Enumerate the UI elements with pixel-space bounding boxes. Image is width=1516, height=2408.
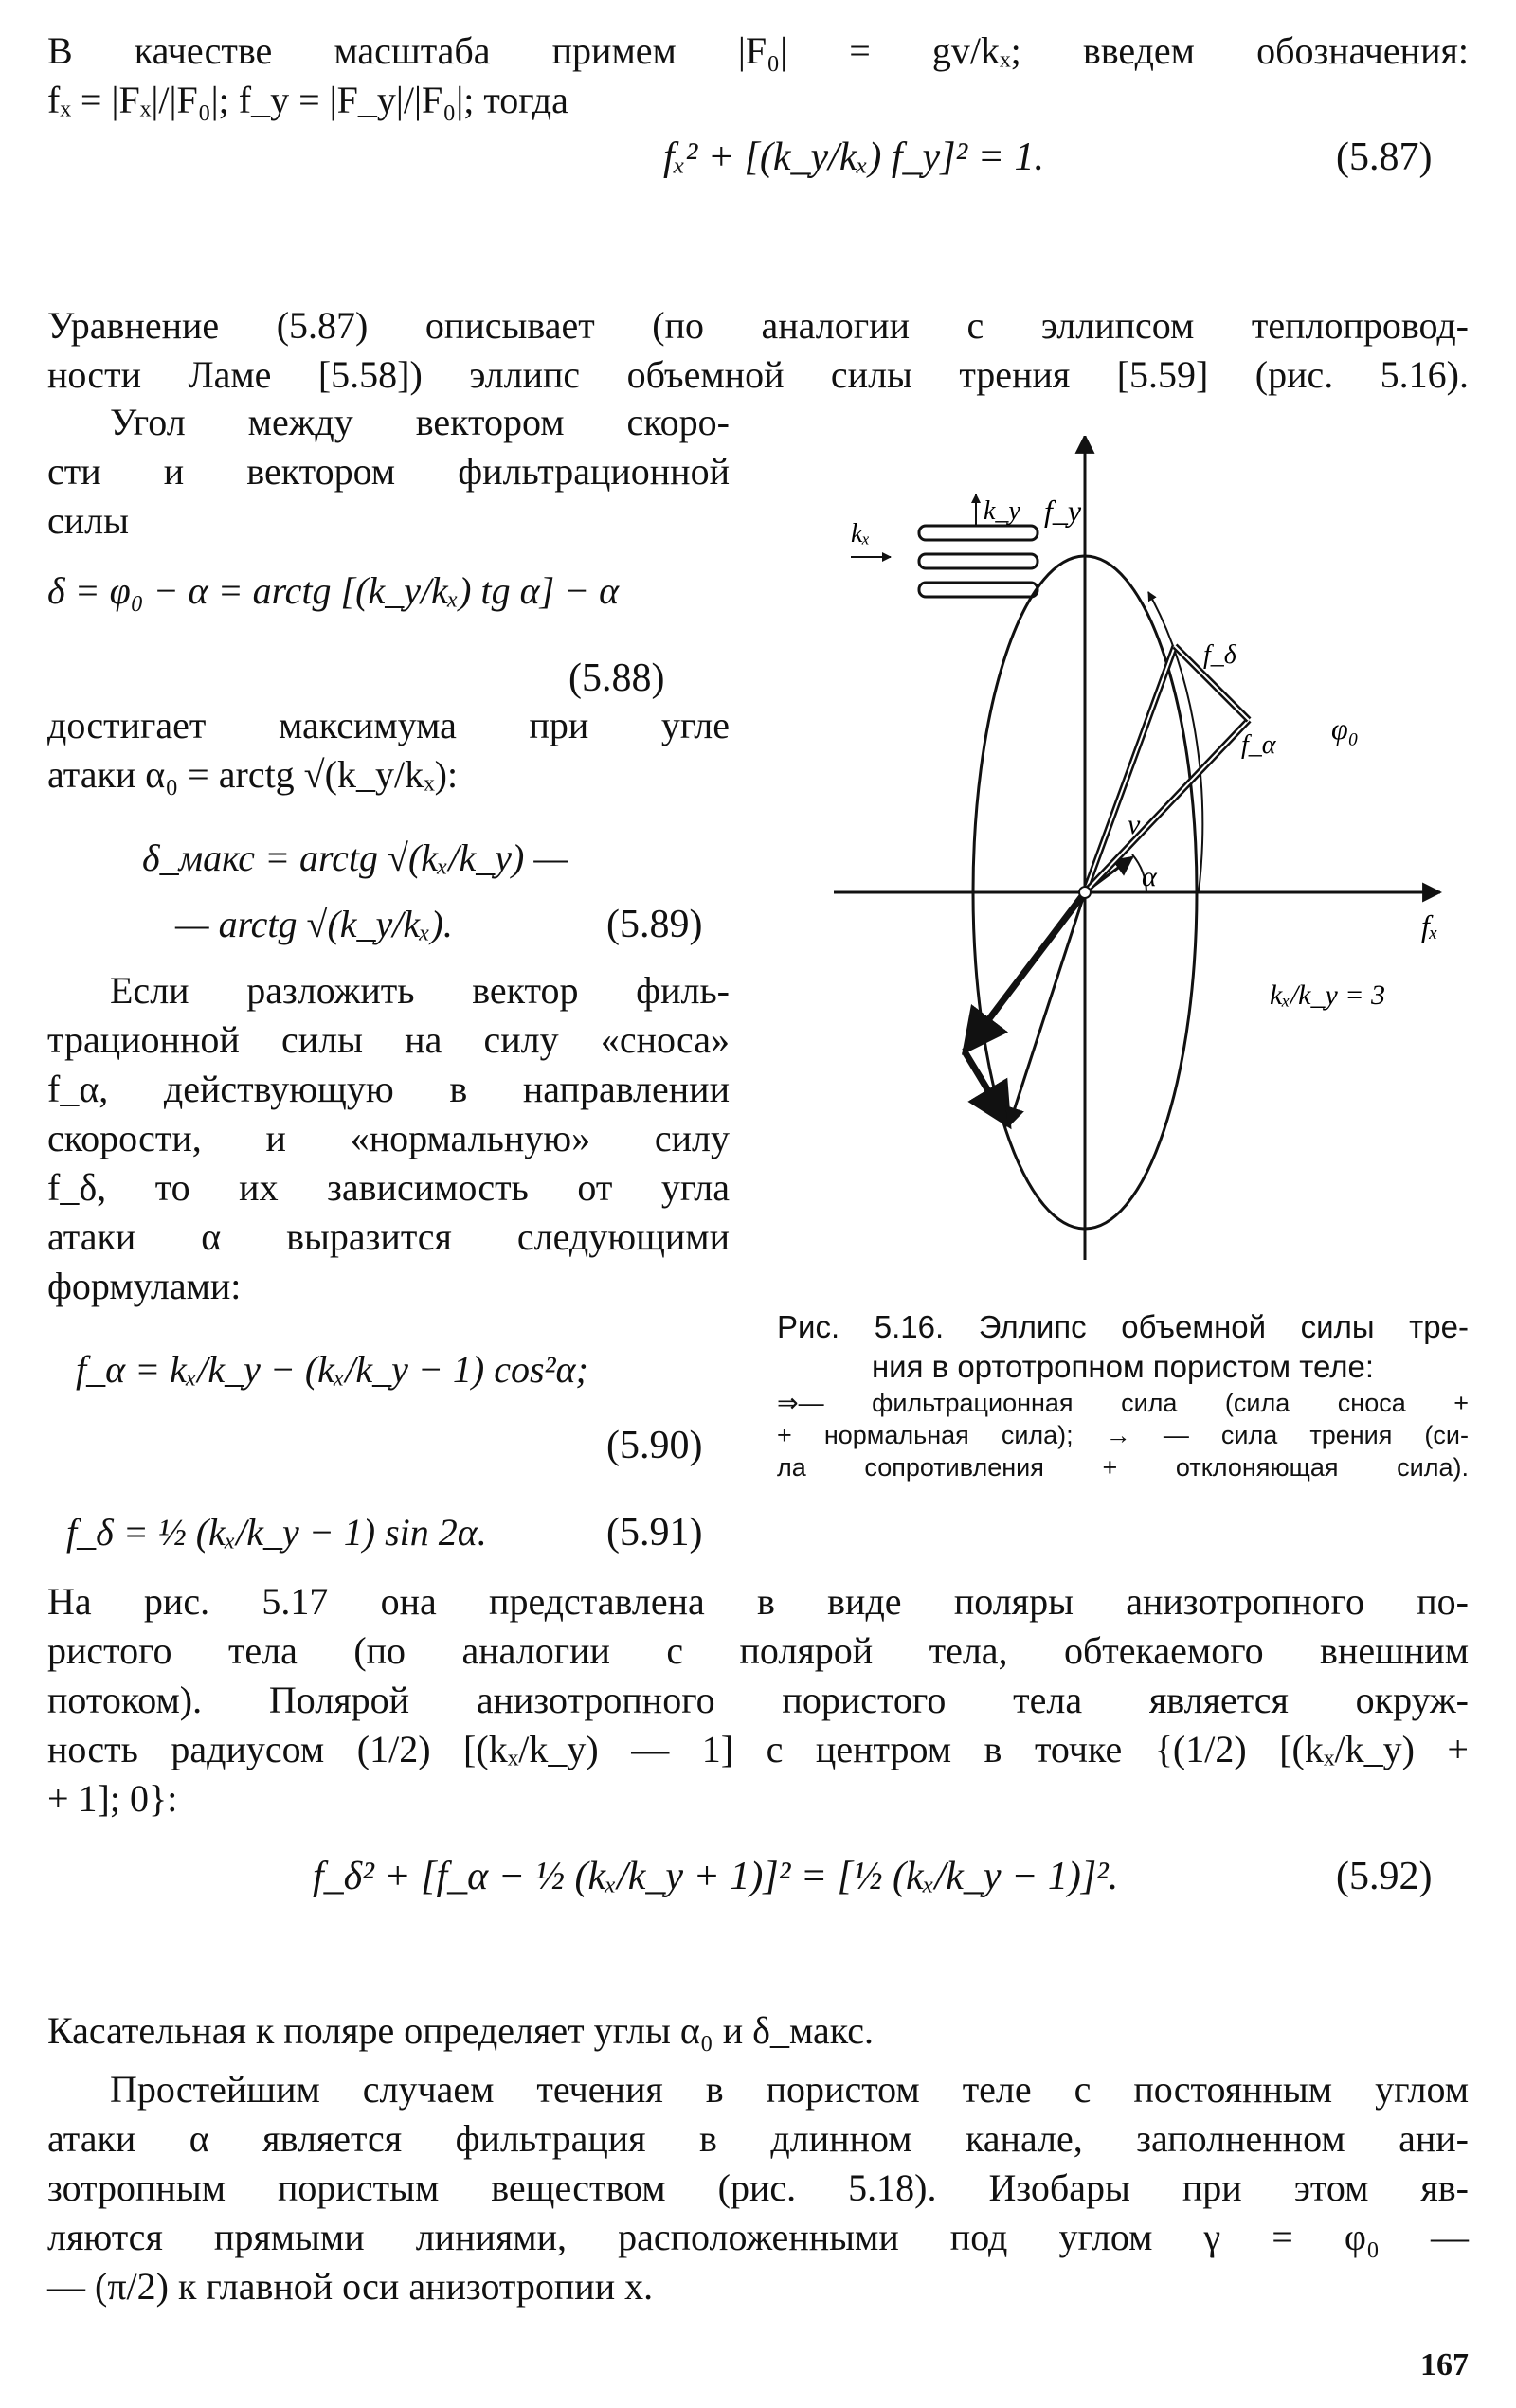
text-line: потоком). Полярой анизотропного пористого тела является окруж- [47, 1679, 1469, 1721]
friction-force-normal [965, 1051, 1009, 1125]
equation-5-92: f_δ² + [f_α − ½ (kₓ/k_y + 1)]² = [½ (kₓ/k_y − 1)]². [313, 1855, 1119, 1898]
label-alpha: α [1142, 861, 1157, 892]
figure-caption [777, 1307, 1469, 1483]
layered-medium-icon [919, 526, 1038, 597]
text-line: формулами: [47, 1265, 242, 1307]
equation-5-88: δ = φ₀ − α = arctg [(k_y/kₓ) tg α] − α [47, 569, 620, 612]
page-number: 167 [1420, 2347, 1469, 2382]
equation-number: (5.88) [568, 656, 665, 700]
text-line: Простейшим случаем течения в пористом теле с постоянным углом [110, 2068, 1469, 2111]
paragraph-5 [47, 2065, 1469, 2311]
text-line: f_δ, то их зависимость от угла [47, 1166, 730, 1209]
caption-line: ла сопротивления + отклоняющая сила). [777, 1453, 1469, 1482]
text-line: ность радиусом (1/2) [(kₓ/k_y) — 1] с центром в точке {(1/2) [(kₓ/k_y) + [47, 1728, 1469, 1770]
equation-5-89-line2: — arctg √(k_y/kₓ). [175, 903, 453, 945]
text-line: + 1]; 0}: [47, 1777, 178, 1820]
equation-5-87: fₓ² + [(k_y/kₓ) f_y]² = 1. [663, 135, 1044, 179]
label-kx: kₓ [851, 519, 871, 548]
text-line: достигает максимума при угле [47, 704, 730, 746]
text-line: Если разложить вектор филь- [110, 969, 730, 1012]
label-v: v [1128, 809, 1141, 840]
label-phi0: φ₀ [1331, 711, 1359, 746]
friction-force [965, 892, 1085, 1051]
text-line: сти и вектором фильтрационной [47, 450, 730, 493]
equation-number: (5.90) [606, 1424, 703, 1467]
label-falpha: f_α [1241, 730, 1276, 760]
paragraph-1 [47, 27, 1469, 125]
caption-line: ⇒— фильтрационная сила (сила сноса + [777, 1389, 1469, 1417]
paragraph-2 [47, 301, 1469, 400]
equation-number: (5.89) [606, 903, 703, 946]
text-line: силы [47, 499, 129, 542]
text-line: ристого тела (по аналогии с полярой тела, обтекаемого внешним [47, 1629, 1469, 1672]
paragraph-4 [47, 2006, 1469, 2056]
text-line: атаки α₀ = arctg √(k_y/kₓ): [47, 753, 459, 796]
caption-line: + нормальная сила); → — сила трения (си- [777, 1421, 1469, 1449]
text-line: Уравнение (5.87) описывает (по аналогии с эллипсом теплопровод- [47, 304, 1469, 347]
text-line: Угол между вектором скоро- [110, 401, 730, 443]
paragraph-3 [47, 1577, 1469, 1824]
figure-5-16 [758, 436, 1478, 1288]
equation-5-90: f_α = kₓ/k_y − (kₓ/k_y − 1) cos²α; [76, 1348, 588, 1391]
equation-number: (5.92) [1336, 1855, 1433, 1898]
text-line: атаки α выразится следующими [47, 1215, 730, 1258]
label-fy: f_y [1044, 494, 1082, 528]
caption-line: ния в ортотропном пористом теле: [871, 1349, 1375, 1384]
text-line: трационной силы на силу «сноса» [47, 1018, 730, 1061]
friction-force-total [1009, 892, 1085, 1125]
equation-5-89-line1: δ_макс = arctg √(kₓ/k_y) — [142, 836, 568, 879]
text-line: Касательная к поляре определяет углы α₀ и δ_макс. [47, 2009, 874, 2052]
equation-number: (5.87) [1336, 135, 1433, 179]
text-line: fₓ = |Fₓ|/|F₀|; f_y = |F_y|/|F₀|; тогда [47, 79, 568, 121]
text-line: На рис. 5.17 она представлена в виде поляры анизотропного по- [47, 1580, 1469, 1623]
label-ky: k_y [984, 496, 1020, 526]
label-fx: fₓ [1421, 908, 1438, 943]
caption-line: Рис. 5.16. Эллипс объемной силы тре- [777, 1309, 1469, 1344]
left-column-text-3 [47, 966, 730, 1311]
label-ratio: kₓ/k_y = 3 [1270, 979, 1386, 1011]
left-column-text-1 [47, 398, 730, 546]
text-line: атаки α является фильтрация в длинном канале, заполненном ани- [47, 2117, 1469, 2160]
origin-point [1079, 887, 1091, 898]
equation-number: (5.91) [606, 1511, 703, 1554]
text-line: скорости, и «нормальную» силу [47, 1117, 730, 1159]
text-line: f_α, действующую в направлении [47, 1068, 730, 1110]
text-line: зотропным пористым веществом (рис. 5.18). Изобары при этом яв- [47, 2166, 1469, 2209]
label-fdelta: f_δ [1203, 640, 1236, 670]
text-line: — (π/2) к главной оси анизотропии x. [47, 2265, 654, 2308]
text-line: В качестве масштаба примем |F₀| = gv/kₓ; введем обозначения: [47, 29, 1469, 72]
text-line: ности Ламе [5.58]) эллипс объемной силы трения [5.59] (рис. 5.16). [47, 353, 1469, 396]
equation-5-91: f_δ = ½ (kₓ/k_y − 1) sin 2α. [66, 1511, 487, 1554]
text-line: ляются прямыми линиями, расположенными под углом γ = φ₀ — [47, 2216, 1469, 2258]
left-column-text-2 [47, 701, 730, 800]
